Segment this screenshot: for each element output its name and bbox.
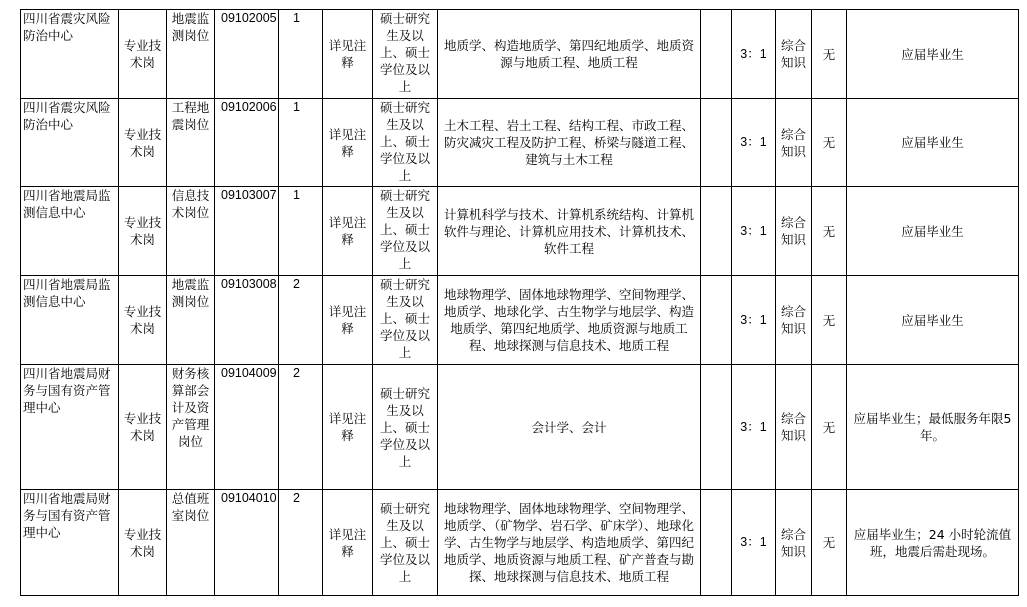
remark-cell: 应届毕业生 bbox=[847, 187, 1019, 276]
ratio-cell: 3：1 bbox=[732, 490, 776, 596]
major-cell: 地球物理学、固体地球物理学、空间物理学、地质学、（矿物学、岩石学、矿床学）、地球化学、古生物学与地层学、构造地质学、第四纪地质学、地质资源与地质工程、矿产普查与勘探、地球探测与信息技术、地质工程 bbox=[438, 490, 701, 596]
count-cell: 1 bbox=[279, 187, 323, 276]
position-cell: 地震监测岗位 bbox=[167, 276, 215, 365]
empty-cell bbox=[701, 187, 732, 276]
degree-cell: 硕士研究生及以上、硕士学位及以上 bbox=[373, 99, 438, 187]
extra-cell: 无 bbox=[812, 490, 847, 596]
empty-cell bbox=[701, 99, 732, 187]
unit-cell: 四川省地震局财务与国有资产管理中心 bbox=[21, 365, 119, 490]
note-cell: 详见注释 bbox=[323, 10, 373, 99]
category-cell: 专业技术岗 bbox=[119, 276, 167, 365]
extra-cell: 无 bbox=[812, 10, 847, 99]
extra-cell: 无 bbox=[812, 365, 847, 490]
exam-cell: 综合知识 bbox=[776, 10, 812, 99]
ratio-cell: 3：1 bbox=[732, 10, 776, 99]
exam-cell: 综合知识 bbox=[776, 365, 812, 490]
unit-cell: 四川省地震局财务与国有资产管理中心 bbox=[21, 490, 119, 596]
ratio-cell: 3：1 bbox=[732, 276, 776, 365]
degree-cell: 硕士研究生及以上、硕士学位及以上 bbox=[373, 365, 438, 490]
position-cell: 总值班室岗位 bbox=[167, 490, 215, 596]
note-cell: 详见注释 bbox=[323, 276, 373, 365]
exam-cell: 综合知识 bbox=[776, 187, 812, 276]
position-cell: 地震监测岗位 bbox=[167, 10, 215, 99]
remark-cell: 应届毕业生 bbox=[847, 276, 1019, 365]
table-row bbox=[21, 187, 1019, 276]
position-cell: 信息技术岗位 bbox=[167, 187, 215, 276]
extra-cell: 无 bbox=[812, 99, 847, 187]
recruitment-table bbox=[20, 9, 1019, 596]
note-cell: 详见注释 bbox=[323, 187, 373, 276]
count-cell: 1 bbox=[279, 10, 323, 99]
count-cell: 1 bbox=[279, 99, 323, 187]
major-cell: 会计学、会计 bbox=[438, 365, 701, 490]
exam-cell: 综合知识 bbox=[776, 99, 812, 187]
code-cell: 09102005 bbox=[215, 10, 279, 99]
major-cell: 计算机科学与技术、计算机系统结构、计算机软件与理论、计算机应用技术、计算机技术、软件工程 bbox=[438, 187, 701, 276]
category-cell: 专业技术岗 bbox=[119, 187, 167, 276]
table-row bbox=[21, 276, 1019, 365]
code-cell: 09104010 bbox=[215, 490, 279, 596]
empty-cell bbox=[701, 10, 732, 99]
unit-cell: 四川省震灾风险防治中心 bbox=[21, 10, 119, 99]
exam-cell: 综合知识 bbox=[776, 276, 812, 365]
remark-cell: 应届毕业生；24 小时轮流值班，地震后需赴现场。 bbox=[847, 490, 1019, 596]
degree-cell: 硕士研究生及以上、硕士学位及以上 bbox=[373, 187, 438, 276]
remark-cell: 应届毕业生 bbox=[847, 10, 1019, 99]
note-cell: 详见注释 bbox=[323, 490, 373, 596]
degree-cell: 硕士研究生及以上、硕士学位及以上 bbox=[373, 276, 438, 365]
code-cell: 09104009 bbox=[215, 365, 279, 490]
table-row bbox=[21, 365, 1019, 490]
remark-cell: 应届毕业生；最低服务年限5 年。 bbox=[847, 365, 1019, 490]
count-cell: 2 bbox=[279, 365, 323, 490]
position-cell: 工程地震岗位 bbox=[167, 99, 215, 187]
category-cell: 专业技术岗 bbox=[119, 365, 167, 490]
count-cell: 2 bbox=[279, 276, 323, 365]
unit-cell: 四川省地震局监测信息中心 bbox=[21, 276, 119, 365]
table-row bbox=[21, 490, 1019, 596]
empty-cell bbox=[701, 365, 732, 490]
table-row bbox=[21, 10, 1019, 99]
code-cell: 09103008 bbox=[215, 276, 279, 365]
unit-cell: 四川省震灾风险防治中心 bbox=[21, 99, 119, 187]
major-cell: 地质学、构造地质学、第四纪地质学、地质资源与地质工程、地质工程 bbox=[438, 10, 701, 99]
remark-cell: 应届毕业生 bbox=[847, 99, 1019, 187]
position-cell: 财务核算部会计及资产管理岗位 bbox=[167, 365, 215, 490]
ratio-cell: 3：1 bbox=[732, 187, 776, 276]
category-cell: 专业技术岗 bbox=[119, 99, 167, 187]
table-row bbox=[21, 99, 1019, 187]
count-cell: 2 bbox=[279, 490, 323, 596]
code-cell: 09103007 bbox=[215, 187, 279, 276]
code-cell: 09102006 bbox=[215, 99, 279, 187]
empty-cell bbox=[701, 276, 732, 365]
extra-cell: 无 bbox=[812, 187, 847, 276]
note-cell: 详见注释 bbox=[323, 99, 373, 187]
degree-cell: 硕士研究生及以上、硕士学位及以上 bbox=[373, 10, 438, 99]
extra-cell: 无 bbox=[812, 276, 847, 365]
ratio-cell: 3：1 bbox=[732, 365, 776, 490]
major-cell: 土木工程、岩土工程、结构工程、市政工程、防灾减灾工程及防护工程、桥梁与隧道工程、建筑与土木工程 bbox=[438, 99, 701, 187]
exam-cell: 综合知识 bbox=[776, 490, 812, 596]
unit-cell: 四川省地震局监测信息中心 bbox=[21, 187, 119, 276]
note-cell: 详见注释 bbox=[323, 365, 373, 490]
category-cell: 专业技术岗 bbox=[119, 490, 167, 596]
degree-cell: 硕士研究生及以上、硕士学位及以上 bbox=[373, 490, 438, 596]
category-cell: 专业技术岗 bbox=[119, 10, 167, 99]
empty-cell bbox=[701, 490, 732, 596]
major-cell: 地球物理学、固体地球物理学、空间物理学、地质学、地球化学、古生物学与地层学、构造地质学、第四纪地质学、地质资源与地质工程、地球探测与信息技术、地质工程 bbox=[438, 276, 701, 365]
ratio-cell: 3：1 bbox=[732, 99, 776, 187]
